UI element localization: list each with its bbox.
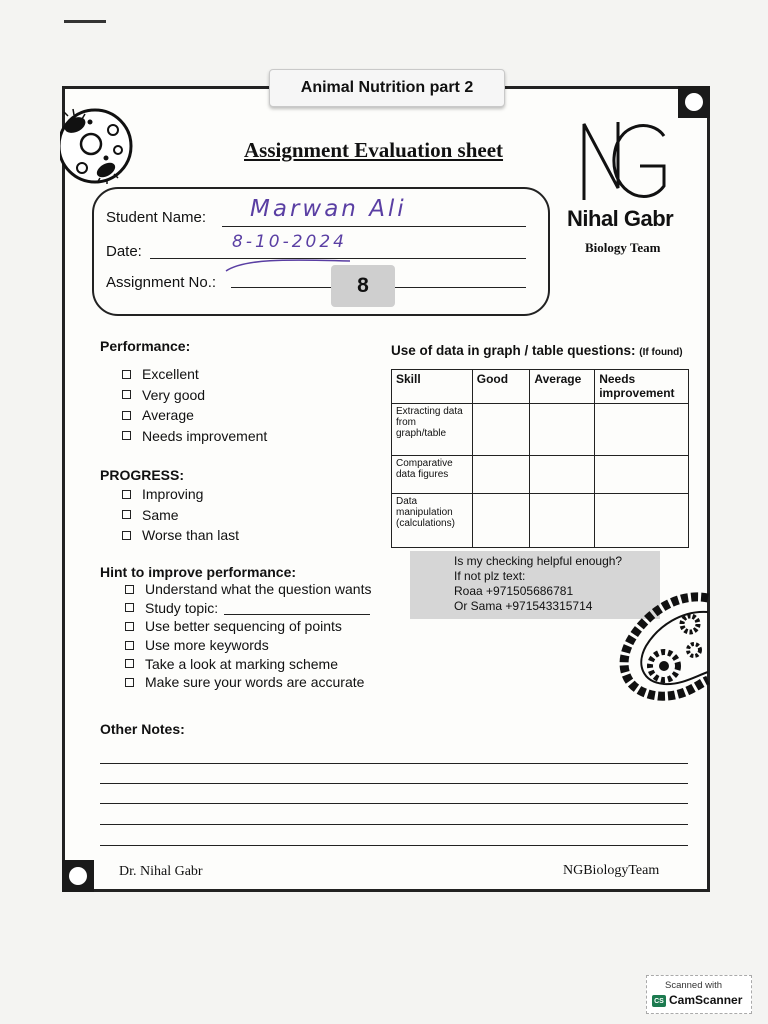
- footer-author: Dr. Nihal Gabr: [119, 864, 203, 879]
- bacteria-gears-icon: [618, 592, 710, 702]
- skill-cell: Extracting data from graph/table: [392, 404, 473, 456]
- column-header: Average: [530, 370, 595, 404]
- column-header: Needs improvement: [595, 370, 689, 404]
- checkbox[interactable]: [122, 390, 131, 399]
- note-line[interactable]: [100, 783, 688, 784]
- rating-cell[interactable]: [472, 494, 530, 548]
- column-header: Skill: [392, 370, 473, 404]
- rating-cell[interactable]: [530, 404, 595, 456]
- data-use-heading: Use of data in graph / table questions: (If found): [391, 343, 683, 358]
- rating-cell[interactable]: [530, 456, 595, 494]
- hint-option-sequencing[interactable]: Use better sequencing of points: [125, 617, 371, 636]
- study-topic-line[interactable]: [224, 601, 370, 615]
- logo-name: Nihal Gabr: [567, 206, 674, 231]
- performance-option-needs-improvement[interactable]: Needs improvement: [122, 426, 267, 447]
- skill-cell: Data manipulation (calculations): [392, 494, 473, 548]
- hint-options: [125, 580, 371, 692]
- checkbox[interactable]: [122, 490, 131, 499]
- hint-option-keywords[interactable]: Use more keywords: [125, 636, 371, 655]
- help-phone-roaa[interactable]: Roaa +971505686781: [454, 584, 574, 598]
- page-title: Assignment Evaluation sheet: [244, 138, 504, 162]
- table-row: [392, 494, 689, 548]
- rating-cell[interactable]: [472, 404, 530, 456]
- progress-option-improving[interactable]: Improving: [122, 484, 239, 505]
- hint-option-accurate-words[interactable]: Make sure your words are accurate: [125, 673, 371, 692]
- checkbox[interactable]: [122, 510, 131, 519]
- performance-options: [122, 364, 267, 446]
- help-line: If not plz text:: [454, 569, 526, 583]
- column-header: Good: [472, 370, 530, 404]
- student-name-value[interactable]: Marwan Ali: [250, 196, 407, 222]
- checkbox[interactable]: [125, 678, 134, 687]
- progress-option-same[interactable]: Same: [122, 505, 239, 526]
- note-line[interactable]: [100, 845, 688, 846]
- checkbox[interactable]: [125, 641, 134, 650]
- rating-cell[interactable]: [595, 456, 689, 494]
- footer-team: NGBiologyTeam: [563, 863, 660, 878]
- table-header-row: [392, 370, 689, 404]
- note-line[interactable]: [100, 803, 688, 804]
- performance-option-average[interactable]: Average: [122, 405, 267, 426]
- assignment-label: Assignment No.:: [106, 274, 217, 291]
- table-row: [392, 456, 689, 494]
- camscanner-watermark: [646, 975, 752, 1014]
- checkbox[interactable]: [125, 659, 134, 668]
- student-name-line: [222, 226, 526, 227]
- rating-cell[interactable]: [530, 494, 595, 548]
- table-row: [392, 404, 689, 456]
- progress-options: [122, 484, 239, 546]
- corner-marker-top-right: [678, 86, 710, 118]
- logo-team: Biology Team: [585, 240, 661, 255]
- note-line[interactable]: [100, 763, 688, 764]
- camscanner-logo-icon: CS: [652, 995, 666, 1007]
- progress-option-worse[interactable]: Worse than last: [122, 525, 239, 546]
- checkbox[interactable]: [122, 370, 131, 379]
- data-use-heading-note: (If found): [639, 347, 683, 358]
- date-value[interactable]: 8-10-2024: [232, 232, 347, 252]
- skill-cell: Comparative data figures: [392, 456, 473, 494]
- checkbox[interactable]: [122, 431, 131, 440]
- hint-option-understand-question[interactable]: Understand what the question wants: [125, 580, 371, 599]
- checkbox[interactable]: [125, 603, 134, 612]
- scanned-with-text: Scanned with: [665, 980, 723, 991]
- other-notes-heading: Other Notes:: [100, 721, 185, 737]
- assignment-number-box[interactable]: 8: [331, 265, 395, 307]
- header-tab: Animal Nutrition part 2: [269, 69, 505, 107]
- performance-heading: Performance:: [100, 338, 191, 354]
- checkbox[interactable]: [122, 531, 131, 540]
- corner-marker-bottom-left: [62, 860, 94, 892]
- hints-heading: Hint to improve performance:: [100, 564, 297, 580]
- microbe-illustration-icon: [60, 100, 140, 192]
- camscanner-brand: CamScanner: [669, 993, 743, 1007]
- rating-cell[interactable]: [595, 494, 689, 548]
- hint-option-study-topic[interactable]: Study topic:: [125, 599, 371, 618]
- date-label: Date:: [106, 243, 142, 260]
- help-line: Is my checking helpful enough?: [454, 554, 623, 568]
- checkbox[interactable]: [122, 411, 131, 420]
- student-name-label: Student Name:: [106, 209, 207, 226]
- note-line[interactable]: [100, 824, 688, 825]
- checkbox[interactable]: [125, 622, 134, 631]
- ng-logo-icon: [578, 116, 670, 206]
- checkbox[interactable]: [125, 585, 134, 594]
- skills-table: [391, 369, 689, 548]
- rating-cell[interactable]: [595, 404, 689, 456]
- hint-option-marking-scheme[interactable]: Take a look at marking scheme: [125, 654, 371, 673]
- help-phone-sama[interactable]: Or Sama +971543315714: [454, 599, 593, 613]
- rating-cell[interactable]: [472, 456, 530, 494]
- progress-heading: PROGRESS:: [100, 467, 185, 483]
- performance-option-excellent[interactable]: Excellent: [122, 364, 267, 385]
- performance-option-very-good[interactable]: Very good: [122, 385, 267, 406]
- scan-artifact-mark: [64, 20, 106, 23]
